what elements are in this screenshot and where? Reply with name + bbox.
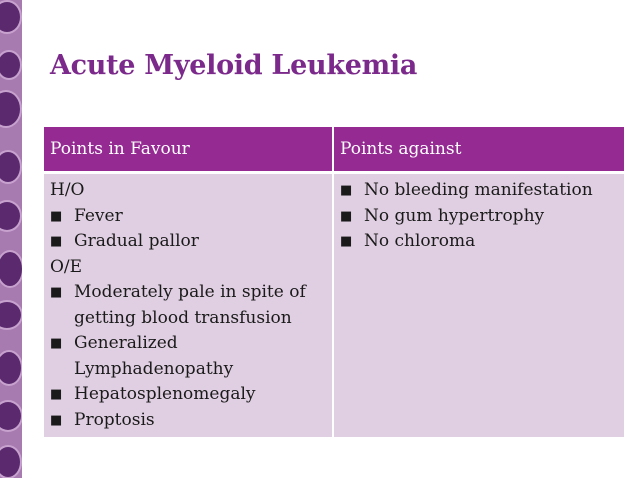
decorative-side-image xyxy=(0,0,22,478)
square-bullet-icon: ■ xyxy=(50,336,63,351)
header-points-against: Points against xyxy=(333,127,624,173)
against-cell xyxy=(333,173,624,438)
list-item: ■ Fever xyxy=(50,204,326,230)
slide-title: Acute Myeloid Leukemia xyxy=(50,50,418,81)
list-item: ■ Moderately pale in spite of getting blood transfusion xyxy=(50,282,306,328)
square-bullet-icon: ■ xyxy=(340,208,353,224)
list-item: ■ Generalized Lymphadenopathy xyxy=(50,333,234,379)
square-bullet-icon: ■ xyxy=(50,208,63,224)
list-item: ■ Gradual pallor xyxy=(50,229,326,255)
square-bullet-icon: ■ xyxy=(340,183,353,198)
list-item: ■ Hepatosplenomegaly xyxy=(50,382,326,408)
table-row xyxy=(44,173,624,438)
points-table xyxy=(44,127,624,437)
square-bullet-icon: ■ xyxy=(50,387,63,402)
list-item: ■ Proptosis xyxy=(50,408,326,434)
history-heading: H/O xyxy=(50,180,85,200)
square-bullet-icon: ■ xyxy=(340,234,353,249)
table-header-row xyxy=(44,127,624,173)
square-bullet-icon: ■ xyxy=(50,234,63,249)
list-item: ■ No bleeding manifestation xyxy=(340,178,618,204)
header-points-in-favour: Points in Favour xyxy=(44,127,333,173)
square-bullet-icon: ■ xyxy=(50,412,63,428)
favour-cell xyxy=(44,173,333,438)
list-item: ■ No gum hypertrophy xyxy=(340,204,618,230)
list-item: ■ No chloroma xyxy=(340,229,618,255)
square-bullet-icon: ■ xyxy=(50,285,63,300)
exam-heading: O/E xyxy=(50,256,83,277)
